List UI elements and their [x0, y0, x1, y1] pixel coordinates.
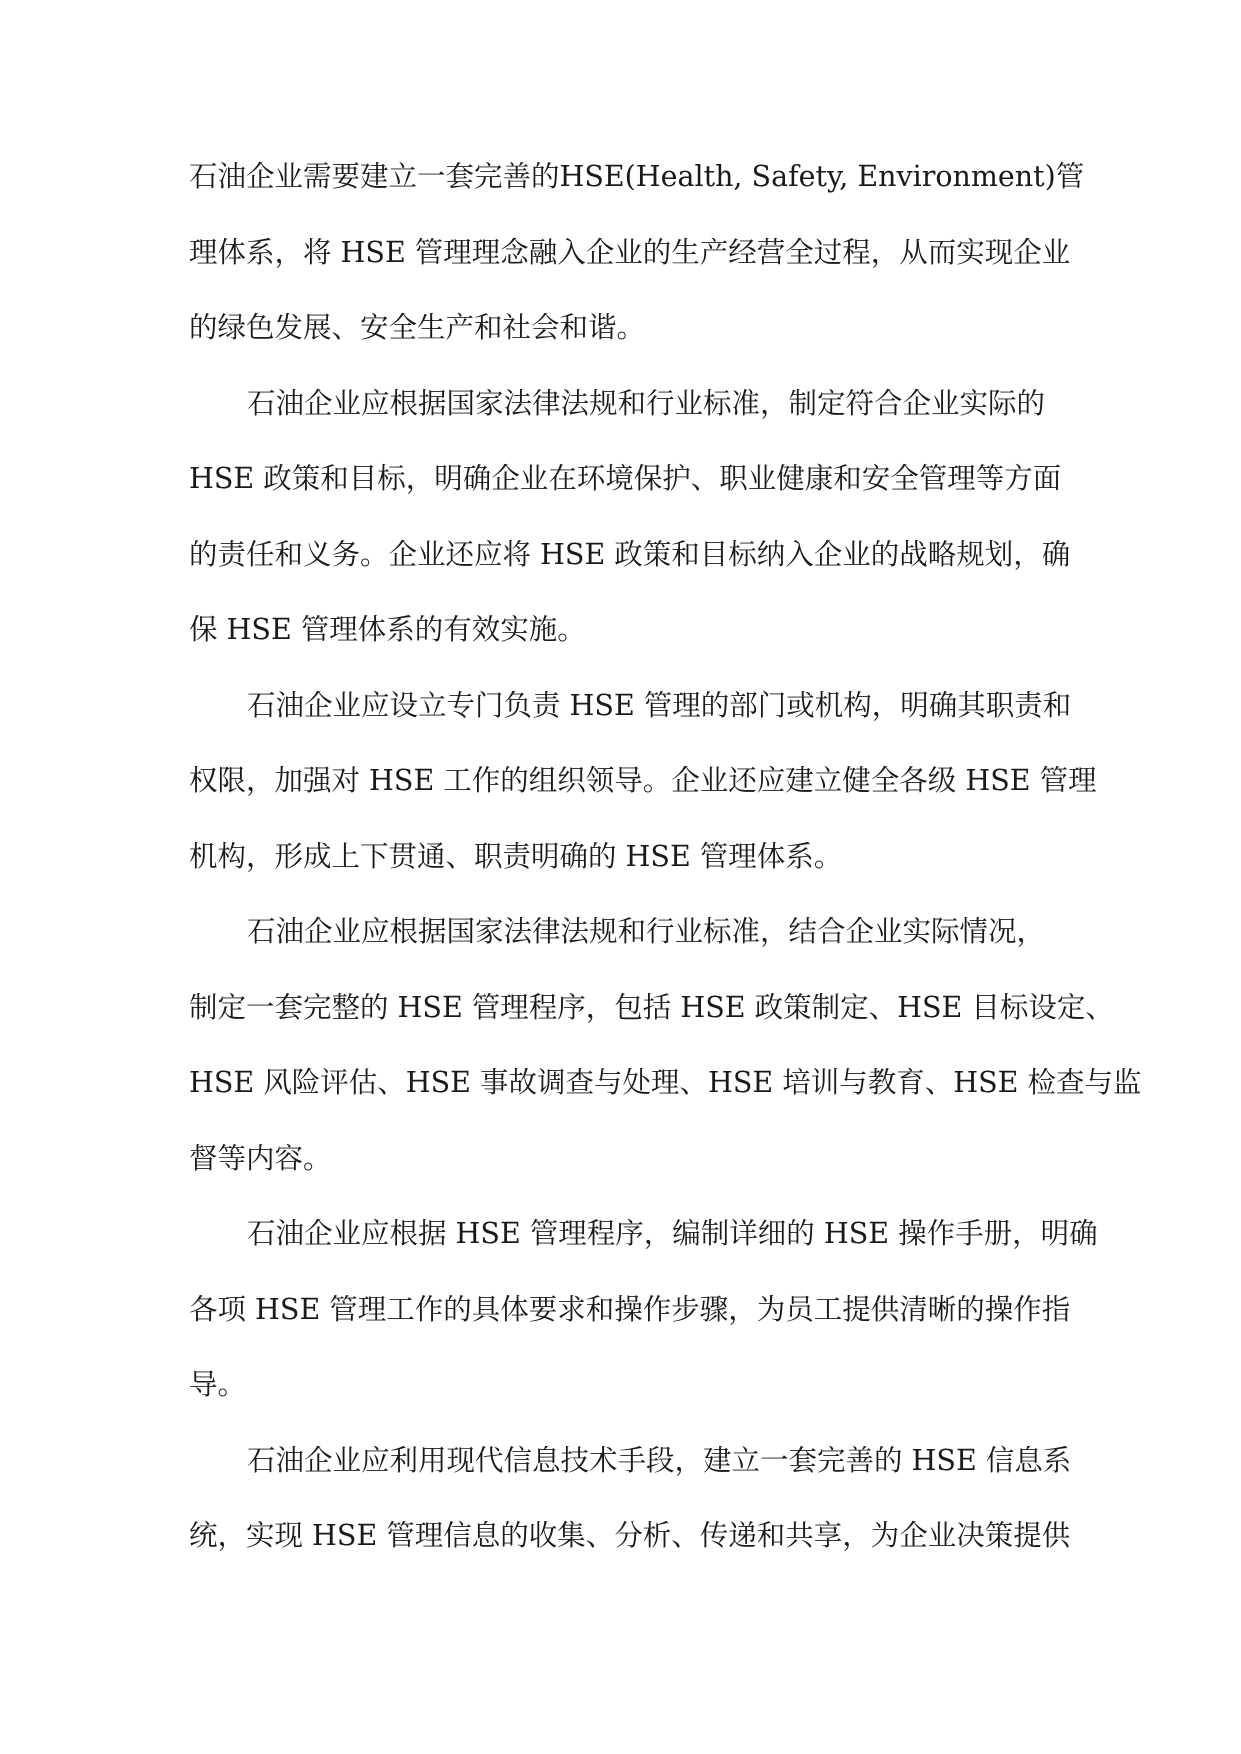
text-line: 理体系，将 HSE 管理理念融入企业的生产经营全过程，从而实现企业 — [189, 235, 1071, 269]
text-line: 各项 HSE 管理工作的具体要求和操作步骤，为员工提供清晰的操作指 — [189, 1292, 1071, 1326]
paragraph-6 — [189, 1423, 1072, 1574]
paragraph-3 — [189, 668, 1097, 895]
text-line: 石油企业应根据 HSE 管理程序，编制详细的 HSE 操作手册，明确 — [247, 1217, 1098, 1250]
text-line: 统，实现 HSE 管理信息的收集、分析、传递和共享，为企业决策提供 — [189, 1519, 1071, 1552]
text-line: 石油企业需要建立一套完善的HSE(Health, Safety, Environment)管 — [189, 160, 1085, 193]
text-line: 权限，加强对 HSE 工作的组织领导。企业还应建立健全各级 HSE 管理 — [189, 764, 1097, 797]
text-line: 保 HSE 管理体系的有效实施。 — [189, 613, 586, 646]
paragraph-1 — [189, 139, 1085, 366]
text-line: HSE 风险评估、HSE 事故调查与处理、HSE 培训与教育、HSE 检查与监 — [189, 1066, 1142, 1099]
text-line: 石油企业应设立专门负责 HSE 管理的部门或机构，明确其职责和 — [247, 688, 1072, 722]
text-line: 制定一套完整的 HSE 管理程序，包括 HSE 政策制定、HSE 目标设定、 — [189, 990, 1114, 1024]
document-body — [189, 139, 1142, 1574]
text-line: 导。 — [189, 1368, 247, 1401]
text-line: 机构，形成上下贯通、职责明确的 HSE 管理体系。 — [189, 839, 843, 873]
text-line: 石油企业应利用现代信息技术手段，建立一套完善的 HSE 信息系 — [247, 1443, 1072, 1477]
text-line: 的绿色发展、安全生产和社会和谐。 — [189, 311, 646, 344]
paragraph-5 — [189, 1196, 1098, 1423]
text-line: 的责任和义务。企业还应将 HSE 政策和目标纳入企业的战略规划，确 — [189, 537, 1071, 571]
text-line: HSE 政策和目标，明确企业在环境保护、职业健康和安全管理等方面 — [189, 462, 1062, 495]
paragraph-2 — [189, 366, 1071, 668]
text-line: 石油企业应根据国家法律法规和行业标准，结合企业实际情况， — [247, 915, 1046, 948]
paragraph-4 — [189, 894, 1142, 1196]
text-line: 石油企业应根据国家法律法规和行业标准，制定符合企业实际的 — [247, 386, 1046, 420]
text-line: 督等内容。 — [189, 1141, 332, 1175]
